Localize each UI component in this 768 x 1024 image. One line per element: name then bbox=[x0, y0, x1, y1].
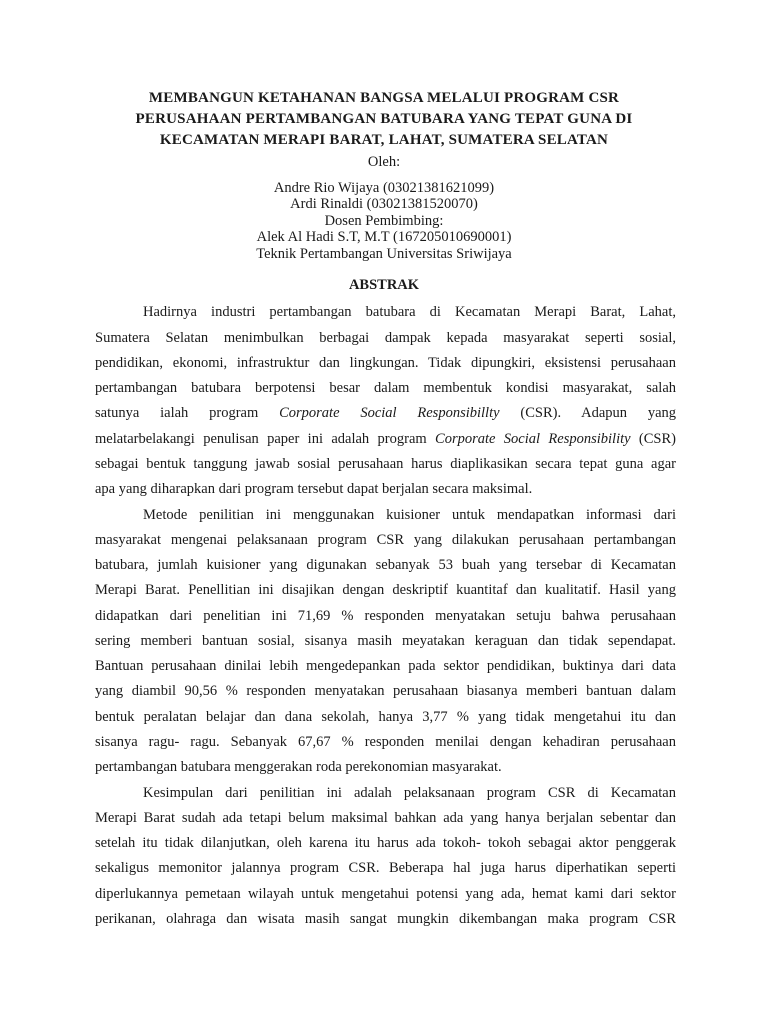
paragraph-2-line: Metode penilitian ini menggunakan kuisioner untuk mendapatkan informasi dari bbox=[143, 507, 676, 523]
paragraph-1-line: pendidikan, ekonomi, infrastruktur dan lingkungan. Tidak dipungkiri, eksistensi perusahaan bbox=[95, 355, 676, 371]
paragraph-1-line: apa yang diharapkan dari program tersebut dapat berjalan secara maksimal. bbox=[95, 481, 533, 497]
abstract-heading: ABSTRAK bbox=[348, 277, 420, 293]
paragraph-2-line: pertambangan batubara menggerakan roda perekonomian masyarakat. bbox=[95, 759, 502, 775]
title-line-2: PERUSAHAAN PERTAMBANGAN BATUBARA YANG TEPAT GUNA DI bbox=[135, 111, 633, 127]
paragraph-1-line bbox=[95, 404, 676, 422]
paragraph-2-line: bentuk peralatan belajar dan dana sekolah, hanya 3,77 % yang tidak mengetahui itu dan bbox=[95, 709, 676, 725]
paragraph-3-line: sekaligus memonitor jalannya program CSR. Beberapa hal juga harus diperhatikan seperti bbox=[95, 860, 676, 876]
affiliation: Teknik Pertambangan Universitas Sriwijaya bbox=[256, 245, 512, 262]
paragraph-2-line: Bantuan perusahaan dinilai lebih mengedepankan pada sektor pendidikan, buktinya dari data bbox=[95, 658, 676, 674]
paragraph-2-line: sisanya ragu- ragu. Sebanyak 67,67 % responden menilai dengan kehadiran perusahaan bbox=[95, 734, 676, 750]
supervisor-label: Dosen Pembimbing: bbox=[324, 212, 444, 229]
paragraph-3-line: diperlukannya pemetaan wilayah untuk mengetahui potensi yang ada, hemat kami dari sektor bbox=[95, 886, 676, 902]
paragraph-3-line: setelah itu tidak dilanjutkan, oleh karena itu harus ada tokoh- tokoh sebagai aktor penggerak bbox=[95, 835, 676, 851]
paragraph-3-line: Kesimpulan dari penilitian ini adalah pelaksanaan program CSR di Kecamatan bbox=[143, 785, 676, 801]
paragraph-1-line: sebagai bentuk tanggung jawab sosial perusahaan harus diaplikasikan secara tepat guna agar bbox=[95, 456, 676, 472]
paragraph-2-line: yang diambil 90,56 % responden menyatakan perusahaan biasanya memberi bantuan dalam bbox=[95, 683, 676, 699]
author-2: Ardi Rinaldi (03021381520070) bbox=[290, 196, 478, 212]
text-span: (CSR) bbox=[630, 431, 676, 447]
text-span: satunya ialah program bbox=[95, 405, 280, 421]
italic-term: Corporate Social Responsibillty bbox=[279, 405, 500, 421]
author-block bbox=[60, 154, 708, 262]
paragraph-3-line: perikanan, olahraga dan wisata masih sangat mungkin dikembangan maka program CSR bbox=[95, 911, 676, 927]
title-line-3: KECAMATAN MERAPI BARAT, LAHAT, SUMATERA SELATAN bbox=[159, 132, 609, 148]
paragraph-1-line: pertambangan batubara berpotensi besar dalam membentuk kondisi masyarakat, salah bbox=[95, 380, 676, 396]
paragraph-2-line: batubara, jumlah kuisioner yang digunakan sebanyak 53 buah yang tersebar di Kecamatan bbox=[95, 557, 676, 573]
paragraph-1-line bbox=[95, 430, 676, 448]
paragraph-2-line: sering memberi bantuan sosial, sisanya masih meyatakan keraguan dan tidak sependapat. bbox=[95, 633, 676, 649]
paragraph-2-line: didapatkan dari penelitian ini 71,69 % responden menyatakan setuju bahwa perusahaan bbox=[95, 608, 676, 624]
text-span: (CSR). Adapun yang bbox=[499, 405, 677, 421]
paragraph-2-line: masyarakat mengenai pelaksanaan program CSR yang dilakukan perusahaan pertambangan bbox=[95, 532, 676, 548]
italic-term: Corporate Social Responsibility bbox=[435, 431, 631, 447]
by-label: Oleh: bbox=[367, 154, 401, 170]
paragraph-1-line: Hadirnya industri pertambangan batubara di Kecamatan Merapi Barat, Lahat, bbox=[143, 304, 676, 320]
title-line-1: MEMBANGUN KETAHANAN BANGSA MELALUI PROGRAM CSR bbox=[148, 90, 620, 106]
paragraph-3-line: Merapi Barat sudah ada tetapi belum maksimal bahkan ada yang hanya berjalan sebentar dan bbox=[95, 810, 676, 826]
paper-title bbox=[60, 88, 708, 151]
paragraph-2-line: Merapi Barat. Penellitian ini disajikan dengan deskriptif kuantitaf dan kualitatif. Hasil yang bbox=[95, 582, 676, 598]
text-span: melatarbelakangi penulisan paper ini adalah program bbox=[95, 431, 436, 447]
author-1: Andre Rio Wijaya (03021381621099) bbox=[273, 179, 495, 196]
paragraph-1-line: Sumatera Selatan menimbulkan berbagai dampak kepada masyarakat seperti sosial, bbox=[95, 330, 676, 346]
supervisor-name: Alek Al Hadi S.T, M.T (167205010690001) bbox=[256, 229, 512, 245]
